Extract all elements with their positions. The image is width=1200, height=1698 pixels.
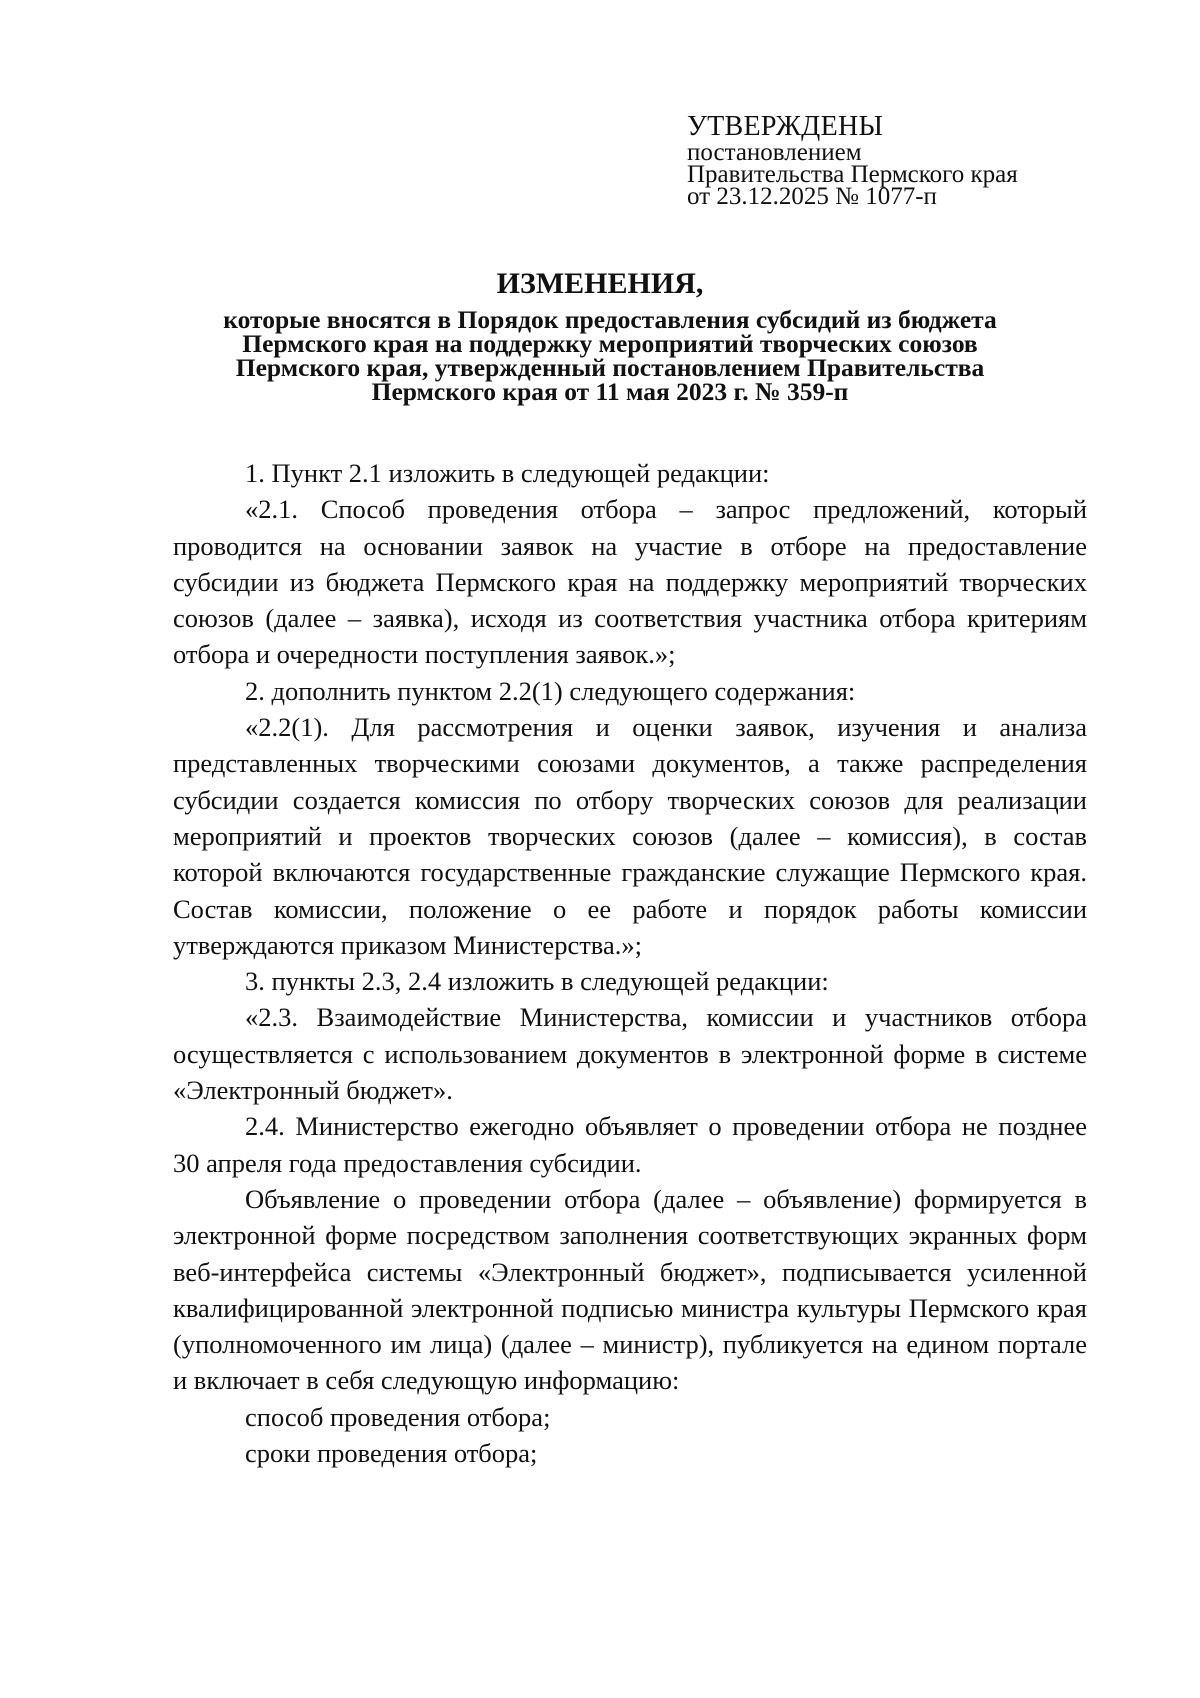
subtitle-line: Пермского края, утвержденный постановлением Правительства — [235, 353, 985, 382]
approval-heading: УТВЕРЖДЕНЫ — [687, 111, 884, 142]
document-title: ИЗМЕНЕНИЯ, — [496, 267, 704, 300]
paragraph: «2.2(1). Для рассмотрения и оценки заявок, изучения и анализа представленных творческими союзами документов, а также распределения субсидии создается комиссия по отбору творческих союзов для реализации мероприятий и проектов творческих союзов (далее – комиссия), в состав которой включаются государственные гражданские служащие Пермского края. Состав комиссии, положение о ее работе и порядок работы комиссии утверждаются приказом Министерства.»; — [173, 712, 1087, 960]
subtitle-line: Пермского края на поддержку мероприятий творческих союзов — [242, 329, 978, 358]
paragraph: «2.1. Способ проведения отбора – запрос предложений, который проводится на основании заявок на участие в отборе на предоставление субсидии из бюджета Пермского края на поддержку мероприятий творческих союзов (далее – заявка), исходя из соответствия участника отбора критериям отбора и очередности поступления заявок.»; — [173, 494, 1087, 670]
paragraph: 2. дополнить пунктом 2.2(1) следующего содержания: — [245, 675, 856, 706]
subtitle-line: Пермского края от 11 мая 2023 г. № 359-п — [371, 377, 849, 406]
paragraph: Объявление о проведении отбора (далее – объявление) формируется в электронной форме посредством заполнения соответствующих экранных форм веб-интерфейса системы «Электронный бюджет», подписывается усиленной квалифицированной электронной подписью министра культуры Пермского края (уполномоченного им лица) (далее – министр), публикуется на едином портале и включает в себя следующую информацию: — [173, 1183, 1087, 1396]
approval-stamp — [687, 112, 1018, 208]
paragraph: 3. пункты 2.3, 2.4 изложить в следующей редакции: — [245, 966, 829, 997]
document-body — [173, 455, 1087, 1471]
approval-line: от 23.12.2025 № 1077-п — [687, 183, 937, 210]
approval-line: Правительства Пермского края — [687, 161, 1018, 188]
document-subtitle — [180, 305, 1040, 406]
paragraph: 2.4. Министерство ежегодно объявляет о проведении отбора не позднее 30 апреля года предоставления субсидии. — [173, 1111, 1087, 1178]
paragraph: сроки проведения отбора; — [245, 1438, 538, 1469]
subtitle-line: которые вносятся в Порядок предоставления субсидий из бюджета — [223, 305, 997, 334]
paragraph: 1. Пункт 2.1 изложить в следующей редакции: — [245, 458, 770, 488]
paragraph: способ проведения отбора; — [245, 1401, 551, 1432]
paragraph: «2.3. Взаимодействие Министерства, комиссии и участников отбора осуществляется с использованием документов в электронной форме в системе «Электронный бюджет». — [173, 1002, 1087, 1106]
approval-line: постановлением — [687, 139, 862, 166]
